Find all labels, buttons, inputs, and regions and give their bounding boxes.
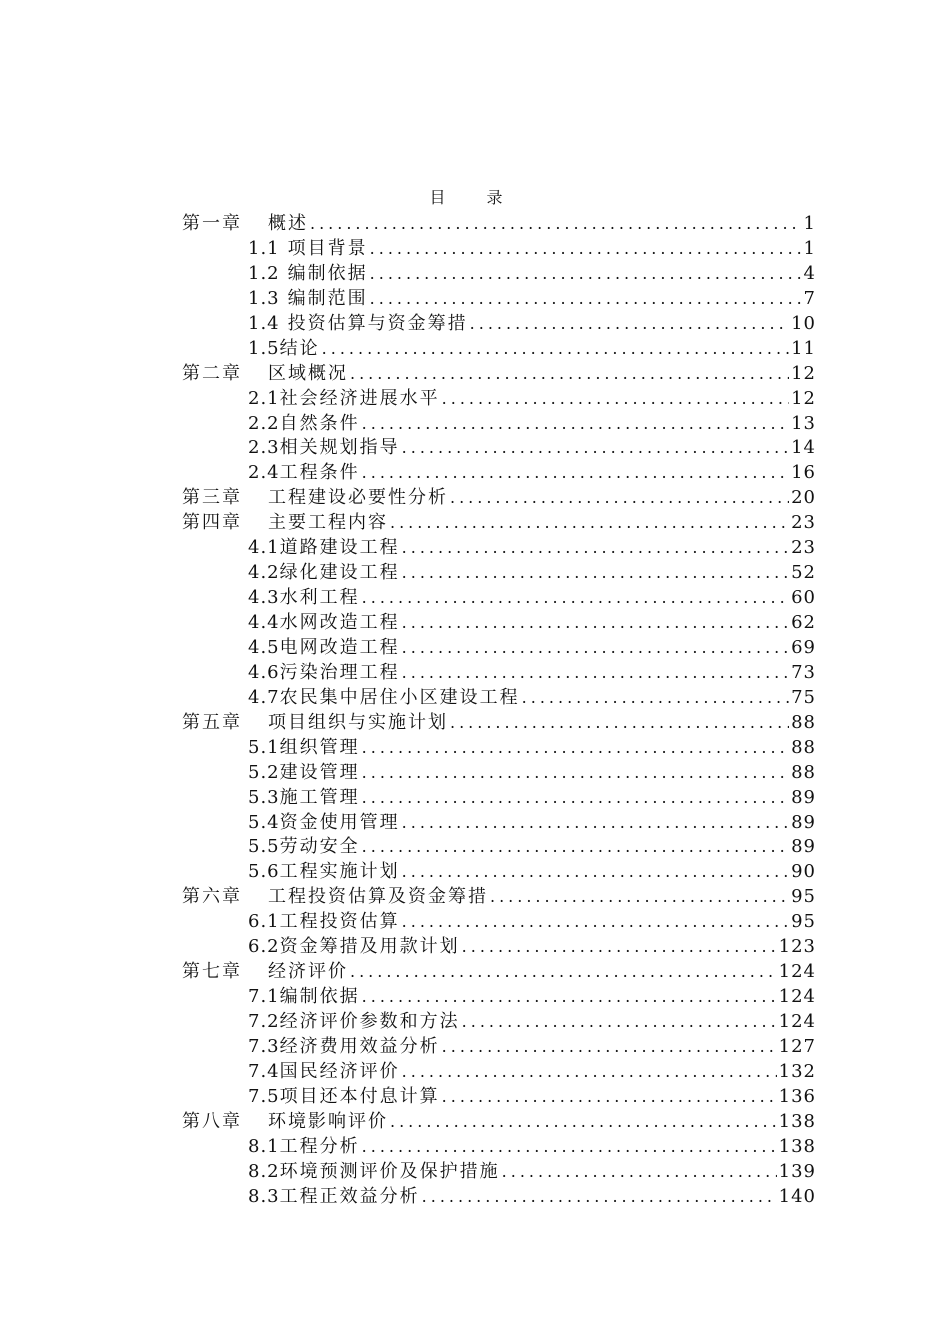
dot-leader	[402, 611, 789, 636]
toc-section-entry[interactable]	[182, 761, 816, 786]
toc-entry-page-number: 13	[791, 412, 816, 434]
dot-leader	[402, 910, 789, 935]
toc-entry-page-number: 10	[791, 312, 816, 334]
toc-entry-page-number: 23	[791, 512, 816, 534]
toc-entry-number: 6.2	[248, 936, 280, 958]
toc-section-entry[interactable]	[182, 611, 816, 636]
toc-entry-title: 环境预测评价及保护措施	[279, 1160, 500, 1182]
toc-chapter-entry[interactable]	[182, 362, 816, 387]
toc-entry-number: 1.1	[248, 237, 280, 259]
toc-section-entry[interactable]	[182, 985, 816, 1010]
toc-entry-title: 项目背景	[287, 237, 368, 259]
toc-section-entry[interactable]	[182, 561, 816, 586]
toc-title: 目 录	[429, 188, 521, 207]
toc-section-entry[interactable]	[182, 686, 816, 711]
dot-leader	[402, 536, 789, 561]
toc-entry-number: 1.4	[248, 312, 280, 334]
dot-leader	[362, 761, 789, 786]
toc-entry-title: 组织管理	[279, 736, 360, 758]
toc-entry-number: 5.6	[248, 861, 280, 883]
toc-entry-title: 环境影响评价	[268, 1110, 388, 1132]
toc-chapter-entry[interactable]	[182, 486, 816, 511]
toc-entry-page-number: 124	[778, 1011, 816, 1032]
toc-section-entry[interactable]	[182, 1135, 816, 1160]
toc-section-entry[interactable]	[182, 262, 816, 287]
dot-leader	[442, 387, 789, 412]
toc-entry-title: 相关规划指导	[279, 437, 400, 459]
toc-entry-number: 7.5	[248, 1085, 280, 1107]
toc-entry-number: 第七章	[182, 961, 242, 983]
dot-leader	[322, 337, 789, 362]
toc-entry-number: 8.1	[248, 1135, 280, 1157]
dot-leader	[362, 985, 777, 1010]
toc-entry-title: 污染治理工程	[279, 661, 400, 683]
dot-leader	[442, 1035, 777, 1060]
toc-entry-number: 第一章	[182, 213, 242, 234]
toc-entry-page-number: 11	[791, 337, 816, 359]
toc-entry-number: 第二章	[182, 362, 242, 384]
toc-entry-page-number: 16	[791, 462, 816, 484]
toc-entry-title: 编制范围	[287, 287, 368, 309]
toc-entry-number: 4.4	[248, 612, 280, 633]
toc-entry-title: 工程实施计划	[279, 861, 400, 883]
dot-leader	[370, 262, 802, 287]
dot-leader	[402, 860, 789, 885]
toc-entry-title: 国民经济评价	[279, 1060, 400, 1082]
dot-leader	[370, 237, 802, 262]
toc-entry-page-number: 138	[778, 1110, 816, 1132]
dot-leader	[450, 486, 789, 511]
toc-entry-title: 主要工程内容	[268, 512, 388, 534]
toc-entry-title: 绿化建设工程	[279, 562, 400, 584]
toc-entry-title: 经济评价	[268, 961, 348, 983]
toc-section-entry[interactable]	[182, 1010, 816, 1035]
toc-entry-number: 4.6	[248, 661, 280, 683]
toc-entry-number: 第八章	[182, 1110, 242, 1132]
toc-chapter-entry[interactable]	[182, 212, 816, 237]
toc-entry-page-number: 69	[791, 636, 816, 658]
toc-entry-title: 工程投资估算及资金筹措	[268, 886, 488, 908]
dot-leader	[362, 835, 789, 860]
toc-entry-number: 5.1	[248, 736, 280, 758]
toc-entry-page-number: 123	[778, 936, 816, 958]
toc-section-entry[interactable]	[182, 835, 816, 860]
toc-section-entry[interactable]	[182, 312, 816, 337]
dot-leader	[502, 1160, 777, 1185]
toc-entry-title: 经济费用效益分析	[279, 1035, 440, 1057]
toc-entry-title: 项目还本付息计算	[279, 1085, 440, 1107]
dot-leader	[362, 736, 789, 761]
toc-entry-title: 电网改造工程	[279, 636, 400, 658]
toc-entry-number: 第五章	[182, 711, 242, 733]
toc-entry-page-number: 124	[778, 986, 816, 1008]
toc-entry-page-number: 14	[791, 437, 816, 459]
toc-entry-title: 区域概况	[268, 362, 348, 384]
toc-entry-title: 农民集中居住小区建设工程	[279, 686, 520, 708]
toc-entry-page-number: 60	[791, 587, 816, 609]
toc-section-entry[interactable]	[182, 412, 816, 437]
dot-leader	[402, 636, 789, 661]
dot-leader	[450, 711, 789, 736]
toc-entry-page-number: 62	[791, 612, 816, 633]
toc-section-entry[interactable]	[182, 636, 816, 661]
table-of-contents	[182, 212, 816, 1210]
toc-entry-page-number: 12	[791, 387, 816, 409]
toc-entry-title: 项目组织与实施计划	[268, 711, 448, 733]
toc-entry-page-number: 88	[791, 761, 816, 783]
toc-entry-page-number: 7	[803, 287, 816, 309]
toc-entry-number: 5.2	[248, 761, 280, 783]
dot-leader	[390, 511, 789, 536]
toc-entry-title: 水利工程	[279, 587, 360, 609]
toc-entry-page-number: 89	[791, 786, 816, 808]
toc-entry-number: 2.2	[248, 412, 280, 434]
toc-entry-title: 社会经济进展水平	[279, 387, 440, 409]
dot-leader	[402, 811, 789, 836]
toc-entry-number: 7.3	[248, 1035, 280, 1057]
dot-leader	[350, 960, 777, 985]
toc-section-entry[interactable]	[182, 860, 816, 885]
toc-entry-page-number: 139	[778, 1160, 816, 1182]
toc-entry-title: 水网改造工程	[279, 612, 400, 633]
toc-entry-page-number: 88	[791, 711, 816, 733]
dot-leader	[362, 786, 789, 811]
dot-leader	[362, 586, 789, 611]
toc-entry-page-number: 89	[791, 811, 816, 833]
toc-entry-page-number: 89	[791, 836, 816, 858]
toc-entry-number: 第六章	[182, 886, 242, 908]
toc-entry-title: 自然条件	[279, 412, 360, 434]
toc-entry-title: 编制依据	[287, 262, 368, 284]
toc-entry-number: 1.5	[248, 337, 280, 359]
toc-entry-page-number: 138	[778, 1135, 816, 1157]
toc-entry-number: 1.3	[248, 287, 280, 309]
toc-entry-number: 5.3	[248, 786, 280, 808]
toc-chapter-entry[interactable]	[182, 711, 816, 736]
toc-section-entry[interactable]	[182, 337, 816, 362]
toc-entry-page-number: 124	[778, 961, 816, 983]
toc-entry-page-number: 52	[791, 562, 816, 584]
toc-entry-number: 8.2	[248, 1160, 280, 1182]
toc-chapter-entry[interactable]	[182, 885, 816, 910]
toc-entry-page-number: 75	[791, 686, 816, 708]
toc-entry-number: 6.1	[248, 911, 280, 933]
toc-entry-title: 经济评价参数和方法	[279, 1011, 460, 1032]
toc-section-entry[interactable]	[182, 1060, 816, 1085]
toc-entry-title: 工程分析	[279, 1135, 360, 1157]
toc-entry-title: 工程正效益分析	[279, 1185, 420, 1207]
dot-leader	[362, 461, 789, 486]
toc-entry-number: 1.2	[248, 262, 280, 284]
toc-section-entry[interactable]	[182, 910, 816, 935]
toc-entry-number: 5.5	[248, 836, 280, 858]
toc-entry-number: 2.3	[248, 437, 280, 459]
dot-leader	[462, 1010, 777, 1035]
dot-leader	[362, 1135, 777, 1160]
toc-entry-page-number: 90	[791, 861, 816, 883]
dot-leader	[422, 1185, 777, 1210]
toc-entry-title: 工程建设必要性分析	[268, 487, 448, 509]
toc-entry-title: 施工管理	[279, 786, 360, 808]
toc-entry-number: 7.1	[248, 986, 280, 1008]
toc-entry-title: 资金筹措及用款计划	[279, 936, 460, 958]
toc-section-entry[interactable]	[182, 387, 816, 412]
toc-entry-title: 编制依据	[279, 986, 360, 1008]
dot-leader	[310, 212, 802, 237]
toc-entry-title: 工程投资估算	[279, 911, 400, 933]
toc-section-entry[interactable]	[182, 1160, 816, 1185]
toc-section-entry[interactable]	[182, 1185, 816, 1210]
toc-entry-title: 工程条件	[279, 462, 360, 484]
dot-leader	[522, 686, 789, 711]
toc-entry-number: 4.2	[248, 562, 280, 584]
toc-chapter-entry[interactable]	[182, 1110, 816, 1135]
toc-entry-title: 投资估算与资金筹措	[287, 312, 468, 334]
toc-entry-number: 第三章	[182, 487, 242, 509]
dot-leader	[442, 1085, 777, 1110]
dot-leader	[362, 412, 789, 437]
toc-section-entry[interactable]	[182, 436, 816, 461]
toc-section-entry[interactable]	[182, 1035, 816, 1060]
dot-leader	[370, 287, 802, 312]
dot-leader	[350, 362, 789, 387]
toc-entry-page-number: 95	[791, 886, 816, 908]
toc-entry-title: 结论	[279, 337, 320, 359]
toc-section-entry[interactable]	[182, 237, 816, 262]
toc-section-entry[interactable]	[182, 661, 816, 686]
toc-entry-number: 8.3	[248, 1185, 280, 1207]
toc-entry-page-number: 73	[791, 661, 816, 683]
toc-entry-page-number: 136	[778, 1085, 816, 1107]
dot-leader	[390, 1110, 777, 1135]
toc-entry-number: 4.3	[248, 587, 280, 609]
toc-entry-number: 7.4	[248, 1060, 280, 1082]
toc-entry-page-number: 23	[791, 537, 816, 559]
toc-chapter-entry[interactable]	[182, 960, 816, 985]
toc-entry-page-number: 1	[803, 237, 816, 259]
toc-entry-page-number: 12	[791, 362, 816, 384]
toc-entry-number: 4.5	[248, 636, 280, 658]
toc-section-entry[interactable]	[182, 586, 816, 611]
toc-entry-page-number: 140	[778, 1185, 816, 1207]
toc-entry-title: 资金使用管理	[279, 811, 400, 833]
toc-entry-number: 2.4	[248, 462, 280, 484]
toc-section-entry[interactable]	[182, 736, 816, 761]
toc-section-entry[interactable]	[182, 536, 816, 561]
toc-entry-number: 2.1	[248, 387, 280, 409]
toc-entry-page-number: 20	[791, 487, 816, 509]
toc-section-entry[interactable]	[182, 811, 816, 836]
toc-entry-title: 建设管理	[279, 761, 360, 783]
toc-section-entry[interactable]	[182, 461, 816, 486]
toc-section-entry[interactable]	[182, 935, 816, 960]
toc-entry-number: 4.7	[248, 686, 280, 708]
dot-leader	[490, 885, 789, 910]
toc-chapter-entry[interactable]	[182, 511, 816, 536]
toc-entry-number: 4.1	[248, 537, 280, 559]
toc-entry-page-number: 4	[803, 262, 816, 284]
toc-entry-number: 5.4	[248, 811, 280, 833]
toc-entry-title: 道路建设工程	[279, 537, 400, 559]
toc-entry-page-number: 88	[791, 736, 816, 758]
dot-leader	[402, 436, 789, 461]
toc-entry-title: 概述	[268, 213, 308, 234]
dot-leader	[470, 312, 789, 337]
dot-leader	[402, 661, 789, 686]
dot-leader	[402, 1060, 777, 1085]
toc-entry-page-number: 132	[778, 1060, 816, 1082]
toc-section-entry[interactable]	[182, 287, 816, 312]
toc-entry-title: 劳动安全	[279, 836, 360, 858]
toc-section-entry[interactable]	[182, 786, 816, 811]
toc-entry-page-number: 1	[803, 213, 816, 234]
dot-leader	[462, 935, 777, 960]
toc-entry-number: 第四章	[182, 512, 242, 534]
toc-entry-page-number: 95	[791, 911, 816, 933]
dot-leader	[402, 561, 789, 586]
toc-entry-page-number: 127	[778, 1035, 816, 1057]
toc-entry-number: 7.2	[248, 1011, 280, 1032]
toc-section-entry[interactable]	[182, 1085, 816, 1110]
